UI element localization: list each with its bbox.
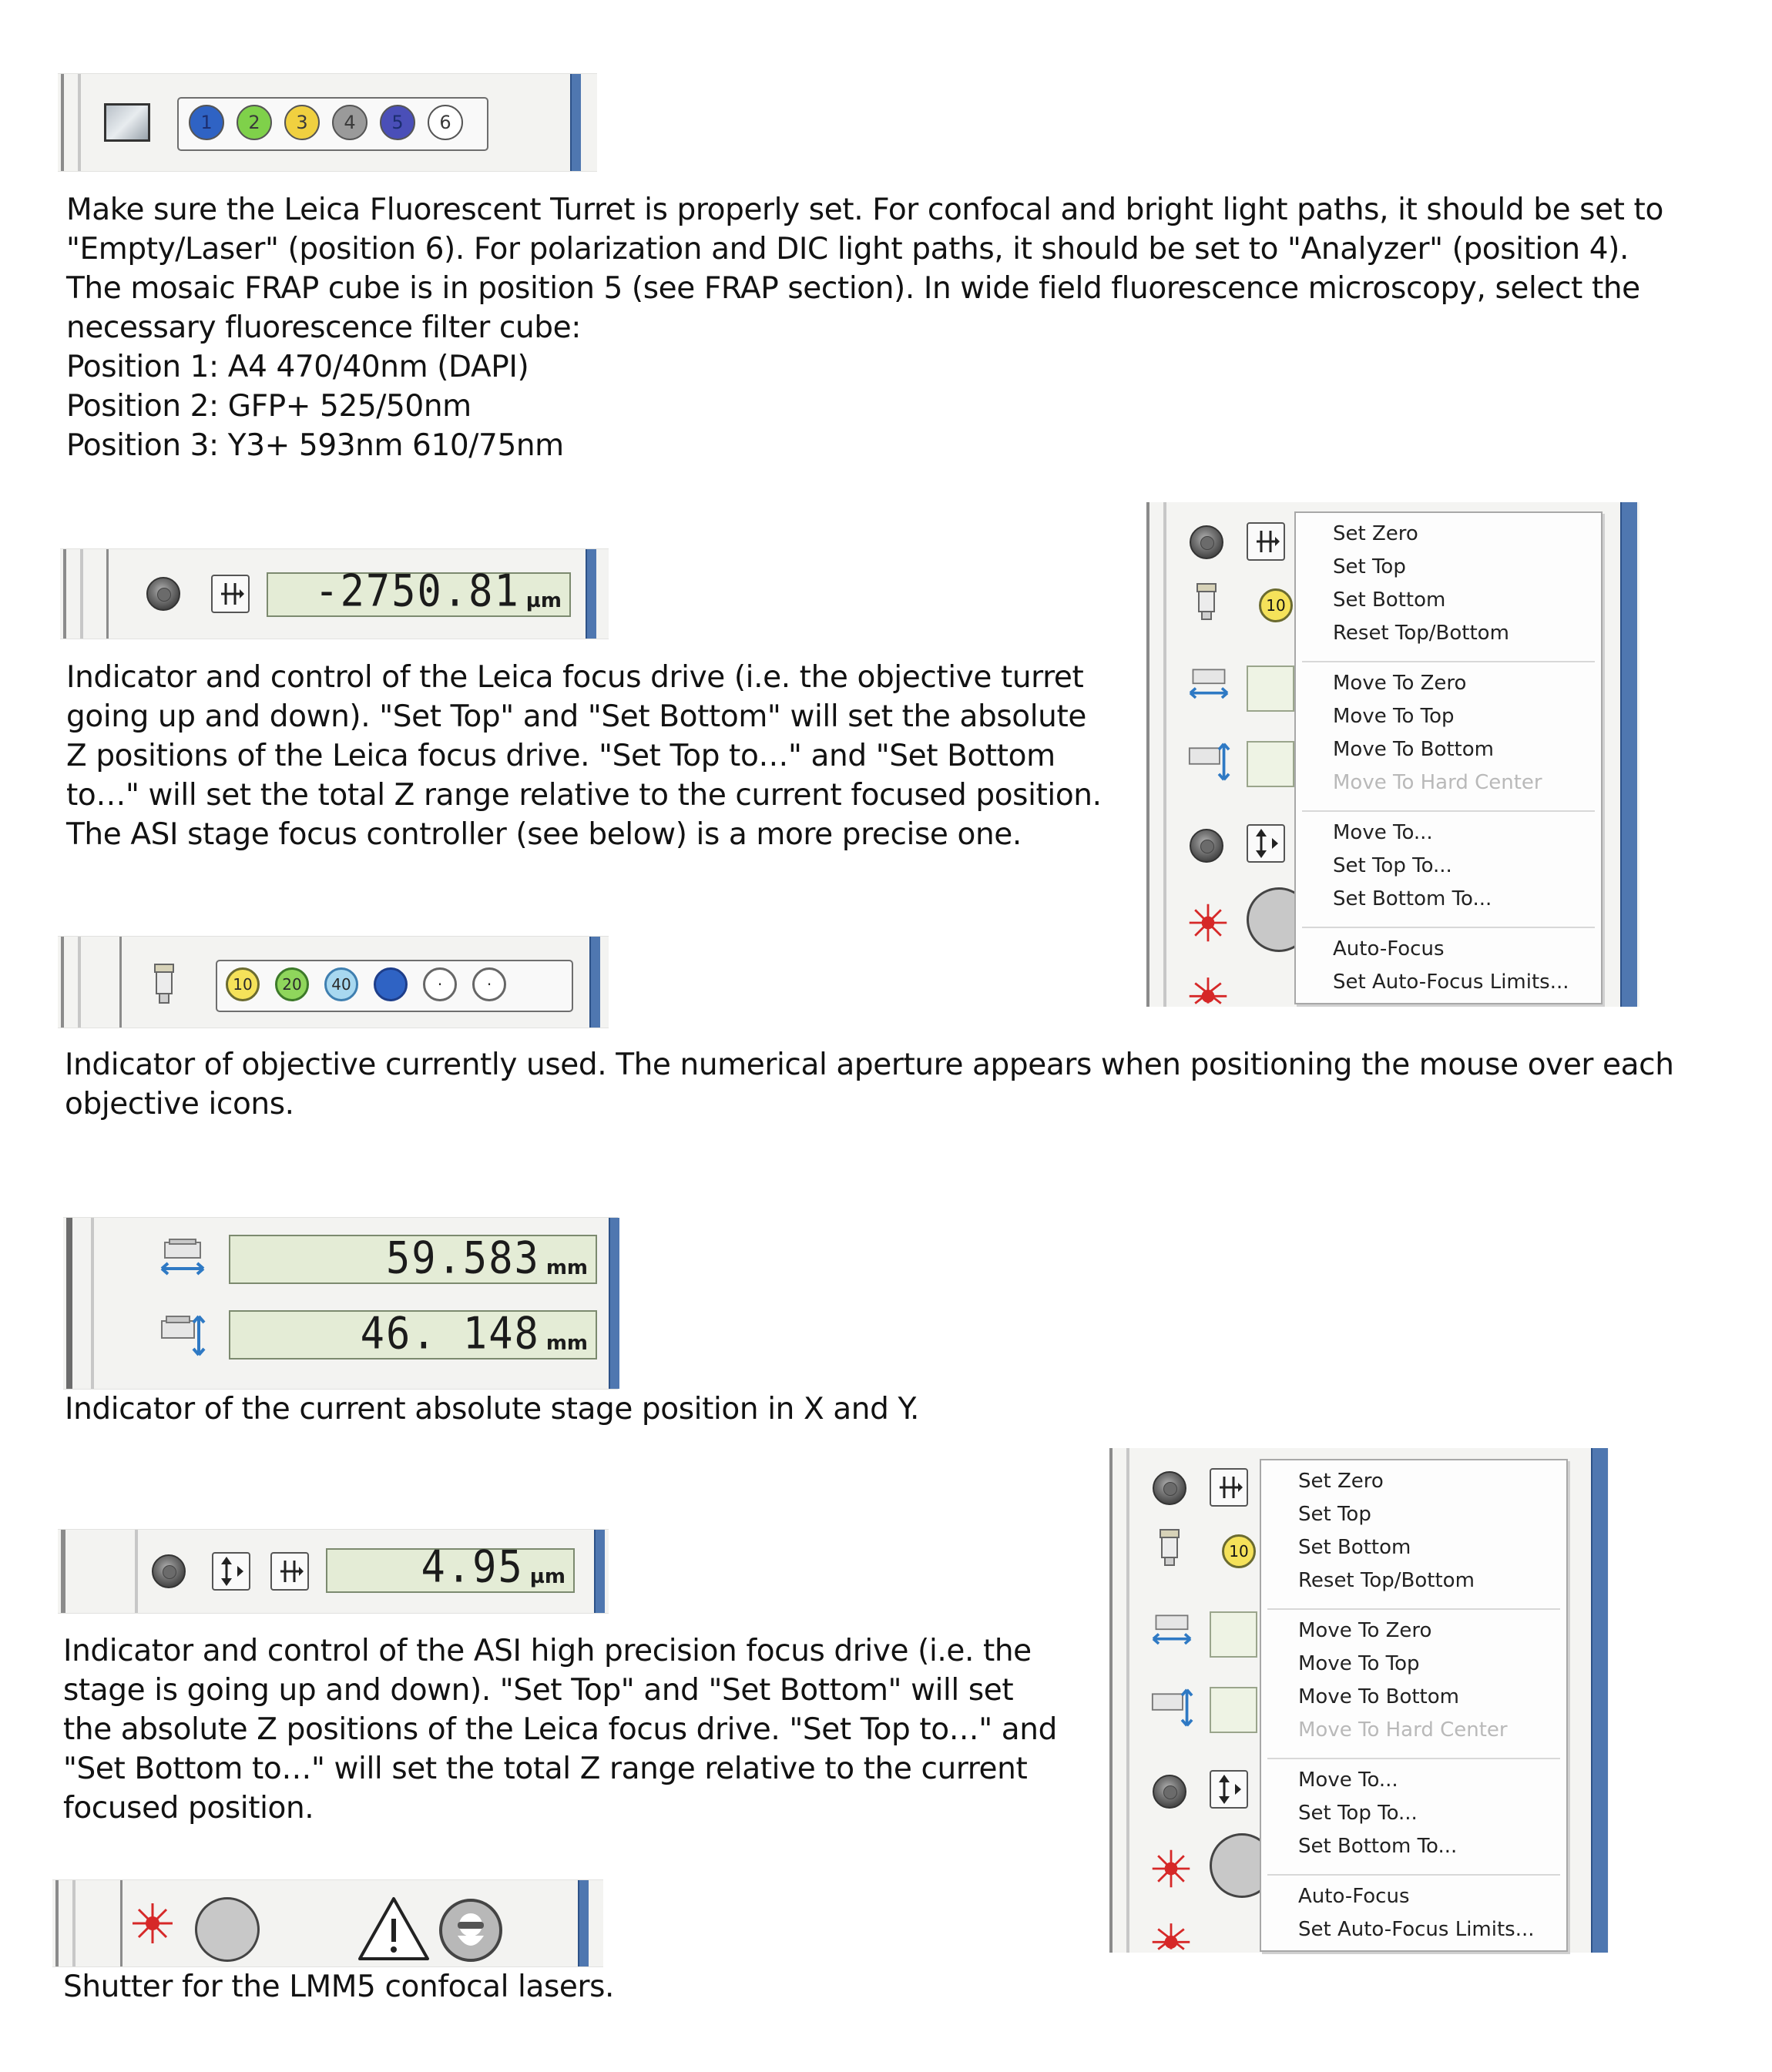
stage-x-unit: mm — [545, 1256, 588, 1279]
text-line: focused position. — [63, 1791, 314, 1826]
stage-x-icon — [1186, 666, 1231, 708]
menu-item[interactable]: Move To Zero — [1298, 1619, 1432, 1642]
menu-item[interactable]: Set Top To... — [1333, 854, 1452, 877]
stage-x-icon — [159, 1238, 206, 1281]
turret-position-3-button[interactable]: 3 — [284, 105, 320, 140]
asi-position-display — [326, 1542, 575, 1593]
objective-3-button[interactable]: 40 — [324, 967, 358, 1001]
focus-unit: µm — [525, 589, 562, 612]
text-line: going up and down). "Set Top" and "Set Bottom" will set the absolute — [66, 699, 1086, 734]
asi-updown-button[interactable] — [1247, 824, 1285, 863]
focus-toolbar — [60, 548, 609, 639]
laser-icon — [129, 1900, 176, 1946]
turret-position-1-button[interactable]: 1 — [189, 105, 224, 140]
paragraph-stage — [65, 1390, 919, 1429]
menu-item[interactable]: Set Bottom — [1333, 588, 1446, 612]
focus-step-button[interactable] — [1210, 1468, 1248, 1507]
objective-2-button[interactable]: 20 — [275, 967, 309, 1001]
menu-item[interactable]: Move To... — [1333, 821, 1433, 844]
asi-focus-toolbar — [58, 1529, 609, 1614]
menu-item[interactable]: Move To Top — [1333, 705, 1455, 728]
text-line: objective icons. — [65, 1087, 294, 1121]
context-menu — [1294, 511, 1603, 1004]
text-line: Z positions of the Leica focus drive. "Set Top to…" and "Set Bottom — [66, 739, 1055, 773]
objective-button[interactable]: 10 — [1259, 588, 1293, 622]
asi-value: 4.95 — [421, 1542, 524, 1593]
objective-5-button[interactable]: · — [423, 967, 457, 1001]
menu-item[interactable]: Move To Top — [1298, 1652, 1420, 1675]
turret-position-4-button[interactable]: 4 — [332, 105, 367, 140]
text-line: "Empty/Laser" (position 6). For polarization and DIC light paths, it should be set to "Analyzer" (position 4). — [66, 232, 1629, 267]
menu-item[interactable]: Reset Top/Bottom — [1298, 1569, 1475, 1592]
menu-separator — [1267, 1758, 1560, 1759]
stage-x-display — [229, 1235, 597, 1284]
stage-y-display — [1210, 1687, 1257, 1733]
menu-item[interactable]: Set Auto-Focus Limits... — [1298, 1918, 1535, 1941]
stage-x-value: 59.583 — [385, 1233, 540, 1284]
asi-unit: µm — [529, 1565, 565, 1588]
objective-icon — [1156, 1528, 1183, 1572]
text-line: Position 1: A4 470/40nm (DAPI) — [66, 350, 529, 384]
menu-item: Move To Hard Center — [1333, 771, 1542, 794]
warning-icon — [357, 1896, 431, 1962]
menu-item[interactable]: Set Zero — [1298, 1470, 1384, 1493]
text-line: The mosaic FRAP cube is in position 5 (see FRAP section). In wide field fluorescence microscopy, select the — [66, 271, 1640, 306]
menu-item[interactable]: Move To... — [1298, 1769, 1398, 1792]
laser-icon — [1186, 974, 1230, 1008]
asi-context-menu-screenshot — [1109, 1448, 1609, 1953]
stage-x-icon — [1149, 1611, 1194, 1654]
text-line: Make sure the Leica Fluorescent Turret is properly set. For confocal and bright light paths, it should be set to — [66, 193, 1663, 227]
objective-button[interactable]: 10 — [1222, 1534, 1256, 1568]
asi-updown-button[interactable] — [1210, 1770, 1248, 1809]
stage-y-display — [229, 1310, 597, 1360]
menu-item[interactable]: Move To Bottom — [1298, 1685, 1459, 1708]
focus-knob-icon[interactable] — [146, 577, 180, 611]
text-line: necessary fluorescence filter cube: — [66, 310, 581, 345]
menu-item[interactable]: Reset Top/Bottom — [1333, 622, 1509, 645]
menu-separator — [1302, 661, 1595, 662]
focus-value: -2750.81 — [314, 566, 520, 617]
stage-x-display — [1247, 666, 1294, 712]
menu-item[interactable]: Set Bottom — [1298, 1536, 1411, 1559]
paragraph-objective — [65, 1045, 1674, 1124]
text-line: Indicator of objective currently used. The numerical aperture appears when positioning the mouse over each — [65, 1048, 1674, 1082]
text-line: Indicator and control of the Leica focus drive (i.e. the objective turret — [66, 660, 1084, 695]
turret-position-6-button[interactable]: 6 — [428, 105, 463, 140]
menu-item[interactable]: Set Zero — [1333, 522, 1418, 545]
objective-1-button[interactable]: 10 — [226, 967, 260, 1001]
menu-item[interactable]: Set Auto-Focus Limits... — [1333, 971, 1569, 994]
objective-icon — [149, 963, 180, 1006]
text-line: stage is going up and down). "Set Top" and "Set Bottom" will set — [63, 1673, 1014, 1708]
asi-step-button[interactable] — [270, 1552, 309, 1591]
text-line: The ASI stage focus controller (see below) is a more precise one. — [66, 817, 1022, 852]
turret-toolbar — [58, 73, 597, 172]
menu-item[interactable]: Set Top — [1333, 555, 1406, 578]
menu-item[interactable]: Set Bottom To... — [1298, 1835, 1458, 1858]
focus-step-button[interactable] — [1247, 522, 1285, 561]
paragraph-asi — [63, 1631, 1057, 1828]
paragraph-focus — [66, 658, 1102, 854]
paragraph-shutter — [63, 1967, 614, 2007]
focus-knob-icon[interactable] — [1190, 829, 1223, 863]
menu-separator — [1302, 810, 1595, 812]
text-line: Indicator of the current absolute stage position in X and Y. — [65, 1392, 919, 1427]
menu-separator — [1267, 1874, 1560, 1876]
focus-knob-icon[interactable] — [1190, 525, 1223, 559]
objective-6-button[interactable]: · — [472, 967, 506, 1001]
text-line: Indicator and control of the ASI high precision focus drive (i.e. the — [63, 1634, 1032, 1668]
stage-toolbar — [63, 1217, 618, 1390]
menu-item: Move To Hard Center — [1298, 1718, 1508, 1742]
turret-position-5-button[interactable]: 5 — [380, 105, 415, 140]
asi-knob-icon[interactable] — [152, 1554, 186, 1588]
asi-updown-button[interactable] — [212, 1552, 250, 1591]
menu-item[interactable]: Move To Bottom — [1333, 738, 1494, 761]
objective-toolbar — [58, 936, 609, 1028]
stage-y-icon — [1149, 1687, 1194, 1732]
shutter-toolbar — [52, 1879, 603, 1967]
stage-y-display — [1247, 741, 1294, 787]
eye-protection-icon[interactable] — [439, 1899, 502, 1962]
menu-separator — [1302, 927, 1595, 928]
menu-item[interactable]: Auto-Focus — [1298, 1885, 1410, 1908]
focus-knob-icon[interactable] — [1153, 1775, 1186, 1809]
context-menu — [1260, 1459, 1568, 1952]
laser-icon — [1149, 1919, 1193, 1954]
focus-position-display — [267, 566, 571, 617]
menu-item[interactable]: Move To Zero — [1333, 672, 1467, 695]
text-line: to…" will set the total Z range relative to the current focused position. — [66, 778, 1102, 813]
focus-context-menu-screenshot — [1146, 502, 1639, 1007]
text-line: "Set Bottom to…" will set the total Z range relative to the current — [63, 1752, 1028, 1786]
laser-icon — [1149, 1847, 1193, 1894]
empty-slot-icon — [104, 103, 150, 142]
menu-item[interactable]: Set Top — [1298, 1503, 1371, 1526]
laser-icon — [1186, 901, 1230, 948]
focus-step-button[interactable] — [211, 575, 250, 613]
menu-item[interactable]: Auto-Focus — [1333, 937, 1445, 961]
stage-y-icon — [1186, 741, 1231, 786]
text-line: the absolute Z positions of the Leica focus drive. "Set Top to…" and — [63, 1712, 1057, 1747]
stage-x-display — [1210, 1611, 1257, 1658]
text-line: Shutter for the LMM5 confocal lasers. — [63, 1970, 615, 2004]
menu-item[interactable]: Set Bottom To... — [1333, 887, 1492, 910]
paragraph-turret — [66, 190, 1663, 465]
text-line: Position 3: Y3+ 593nm 610/75nm — [66, 428, 564, 463]
stage-y-value: 46. 148 — [360, 1309, 540, 1360]
focus-knob-icon[interactable] — [1153, 1471, 1186, 1505]
objective-4-button[interactable] — [374, 967, 408, 1001]
shutter-button[interactable] — [195, 1897, 260, 1962]
objective-icon — [1193, 582, 1220, 626]
turret-position-2-button[interactable]: 2 — [237, 105, 272, 140]
stage-y-unit: mm — [545, 1332, 588, 1355]
text-line: Position 2: GFP+ 525/50nm — [66, 389, 472, 424]
menu-separator — [1267, 1608, 1560, 1610]
menu-item[interactable]: Set Top To... — [1298, 1802, 1418, 1825]
stage-y-icon — [159, 1313, 206, 1358]
